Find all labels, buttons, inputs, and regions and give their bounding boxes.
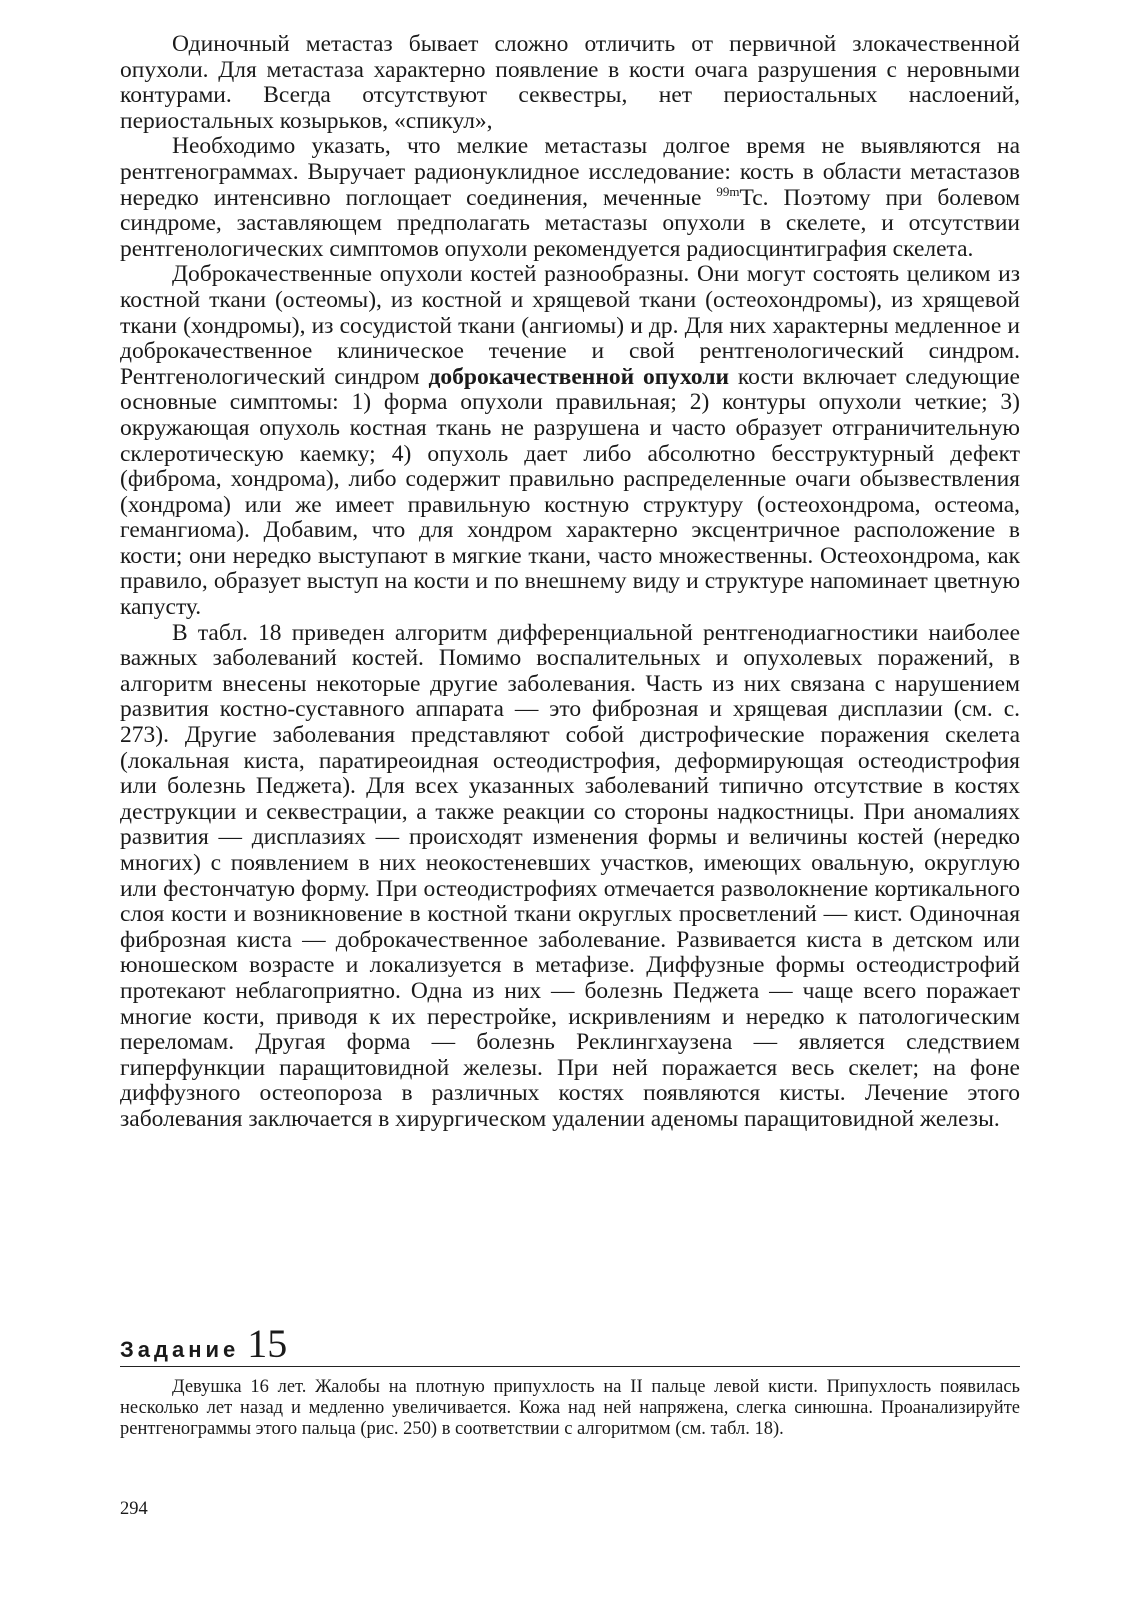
page-number: 294	[120, 1499, 148, 1519]
paragraph-4: В табл. 18 приведен алгоритм дифференциальной рентгенодиагностики наиболее важных заболеваний костей. Помимо воспалительных и опухолевых поражений, в алгоритм внесены некоторые другие заболевания. Часть из них связана с нарушением развития костно-суставного аппарата — это фиброзная и хрящевая дисплазии (см. с. 273). Другие заболевания представляют собой дистрофические поражения скелета (локальная киста, паратиреоидная остеодистрофия, деформирующая остеодистрофия или болезнь Педжета). Для всех указанных заболеваний типично отсутствие в костях деструкции и секвестрации, а также реакции со стороны надкостницы. При аномалиях развития — дисплазиях — происходят изменения формы и величины костей (нередко многих) с появлением в них неокостеневших участков, имеющих овальную, округлую или фестончатую форму. При остеодистрофиях отмечается разволокнение кортикального слоя кости и возникновение в костной ткани округлых просветлений — кист. Одиночная фиброзная киста — доброкачественное заболевание. Развивается киста в детском или юношеском возрасте и локализуется в метафизе. Диффузные формы остеодистрофий протекают неблагоприятно. Одна из них — болезнь Педжета — чаще всего поражает многие кости, приводя к их перестройке, искривлениям и нередко к патологическим переломам. Другая форма — болезнь Реклингхаузена — является следствием гиперфункции паращитовидной железы. При ней поражается весь скелет; на фоне диффузного остеопороза в различных костях появляются кисты. Лечение этого заболевания заключается в хирургическом удалении аденомы паращитовидной железы.	[120, 619, 1020, 1132]
paragraph-1: Одиночный метастаз бывает сложно отличить от первичной злокачественной опухоли. Для метастаза характерно появление в кости очага разрушения с неровными контурами. Всегда отсутствуют секвестры, нет периостальных наслоений, периостальных козырьков, «спикул»,	[120, 31, 1020, 134]
paragraph-3-text-end: кости включает следующие основные симптомы: 1) форма опухоли правильная; 2) контуры опухоли четкие; 3) окружающая опухоль костная ткань не разрушена и часто образует отграничительную склеротическую каемку; 4) опухоль дает либо абсолютно бесструктурный дефект (фиброма, хондрома), либо содержит правильно распределенные очаги обызвествления (хондрома) или же имеет правильную костную структуру (остеохондрома, остеома, гемангиома). Добавим, что для хондром характерно эксцентричное расположение в кости; они нередко выступают в мягкие ткани, часто множественны. Остеохондрома, как правило, образует выступ на кости и по внешнему виду и структуре напоминает цветную капусту.	[120, 363, 1020, 621]
paragraph-3-text-start: Доброкачественные опухоли костей разнообразны. Они могут состоять целиком из костной ткани (остеомы), из костной и хрящевой ткани (остеохондромы), из хрящевой ткани (хондромы), из сосудистой ткани (ангиомы) и др. Для них характерны медленное и доброкачественное клиническое течение и свой рентгенологический синдром. Рентгенологический синдром	[120, 261, 1020, 390]
bold-term: доброкачественной опухоли	[428, 363, 730, 390]
paragraph-2	[120, 134, 1020, 262]
paragraph-2-text-start: Необходимо указать, что мелкие метастазы долгое время не выявляются на рентгенограммах. Выручает радионуклидное исследование: кость в области метастазов нередко интенсивно поглощает соединения, меченные	[120, 133, 1020, 211]
task-title: Задание	[120, 1337, 240, 1362]
divider	[120, 1366, 1020, 1367]
task-text: Девушка 16 лет. Жалобы на плотную припухлость на II пальце левой кисти. Припухлость появилась несколько лет назад и медленно увеличивается. Кожа над ней напряжена, слегка синюшна. Проанализируйте рентгенограммы этого пальца (рис. 250) в соответствии с алгоритмом (см. табл. 18).	[120, 1377, 1020, 1439]
paragraph-3	[120, 262, 1020, 620]
task-heading	[120, 1320, 1020, 1367]
task-number: 15	[247, 1321, 288, 1366]
paragraph-2-text-end: Tc. Поэтому при болевом синдроме, заставляющем предполагать метастазы опухоли в скелете, и отсутствии рентгенологических симптомов опухоли рекомендуется радиосцинтиграфия скелета.	[120, 184, 1020, 262]
main-text	[120, 32, 1020, 1133]
isotope-superscript: 99m	[716, 183, 740, 199]
